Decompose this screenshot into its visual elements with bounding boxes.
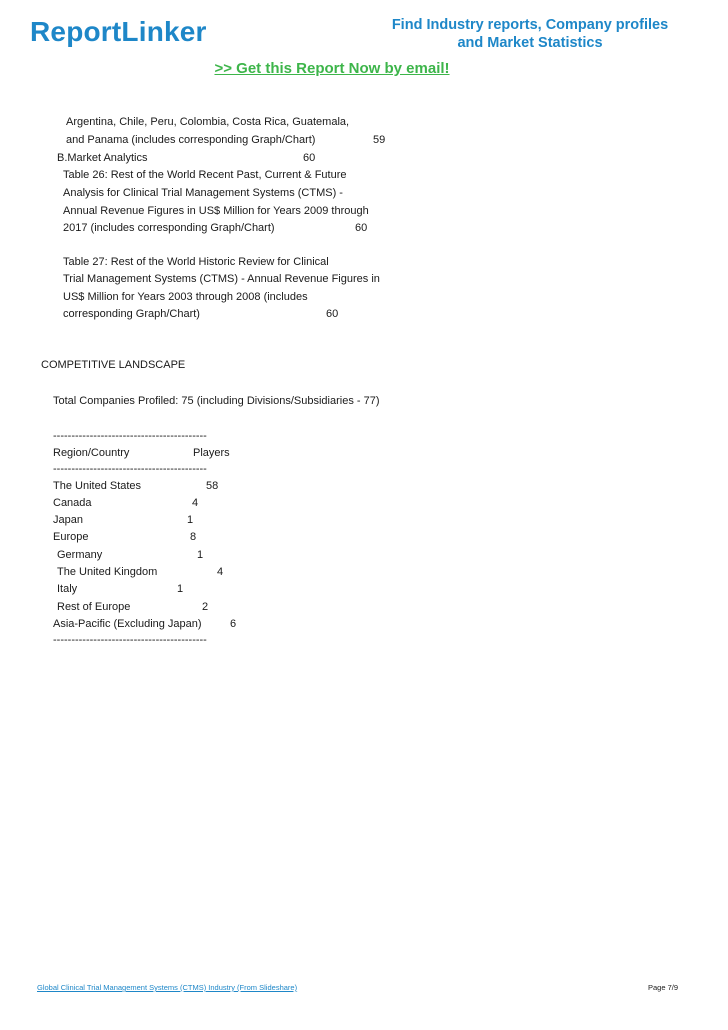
table-divider: ------------------------------------------: [53, 634, 207, 646]
column-header-region: Region/Country: [53, 447, 130, 459]
toc-line: Annual Revenue Figures in US$ Million for Years 2009 through: [63, 205, 369, 217]
table-divider: ------------------------------------------: [53, 430, 207, 442]
total-companies: Total Companies Profiled: 75 (including Divisions/Subsidiaries - 77): [53, 395, 380, 407]
toc-line: Table 27: Rest of the World Historic Review for Clinical: [63, 256, 329, 268]
toc-line: Trial Management Systems (CTMS) - Annual Revenue Figures in: [63, 273, 380, 285]
toc-line: Table 26: Rest of the World Recent Past, Current & Future: [63, 169, 347, 181]
get-report-link[interactable]: >> Get this Report Now by email!: [214, 60, 450, 77]
toc-line: corresponding Graph/Chart): [63, 308, 200, 320]
table-divider: ------------------------------------------: [53, 463, 207, 475]
player-count: 1: [197, 549, 204, 561]
player-count: 1: [187, 514, 194, 526]
region-name: Japan: [53, 514, 83, 526]
player-count: 4: [192, 497, 199, 509]
toc-page-number: 60: [326, 308, 339, 320]
page-number: Page 7/9: [648, 983, 679, 992]
toc-line: US$ Million for Years 2003 through 2008 (includes: [63, 291, 308, 303]
reportlinker-logo[interactable]: ReportLinker: [30, 16, 207, 47]
column-header-players: Players: [193, 447, 230, 459]
player-count: 8: [190, 531, 197, 543]
region-name: Europe: [53, 531, 89, 543]
tagline-line-2: and Market Statistics: [457, 35, 603, 51]
region-name: Asia-Pacific (Excluding Japan): [53, 618, 202, 630]
player-count: 58: [206, 480, 219, 492]
toc-line: Argentina, Chile, Peru, Colombia, Costa Rica, Guatemala,: [66, 116, 350, 128]
footer-source-link[interactable]: Global Clinical Trial Management Systems (CTMS) Industry (From Slideshare): [37, 983, 298, 992]
toc-line: Analysis for Clinical Trial Management Systems (CTMS) -: [63, 187, 343, 199]
player-count: 6: [230, 618, 237, 630]
toc-line: B.Market Analytics: [57, 152, 148, 164]
toc-page-number: 60: [355, 222, 368, 234]
player-count: 4: [217, 566, 224, 578]
section-heading: COMPETITIVE LANDSCAPE: [41, 359, 186, 371]
toc-line: 2017 (includes corresponding Graph/Chart): [63, 222, 275, 234]
toc-page-number: 59: [373, 134, 386, 146]
region-name: The United Kingdom: [57, 566, 158, 578]
toc-line: and Panama (includes corresponding Graph/Chart): [66, 134, 316, 146]
region-name: Germany: [57, 549, 103, 561]
region-name: Canada: [53, 497, 92, 509]
tagline-line-1: Find Industry reports, Company profiles: [391, 17, 669, 33]
player-count: 2: [202, 601, 209, 613]
region-name: The United States: [53, 480, 142, 492]
region-name: Rest of Europe: [57, 601, 131, 613]
toc-page-number: 60: [303, 152, 316, 164]
region-name: Italy: [57, 583, 78, 595]
header-tagline: [380, 16, 680, 52]
player-count: 1: [177, 583, 184, 595]
